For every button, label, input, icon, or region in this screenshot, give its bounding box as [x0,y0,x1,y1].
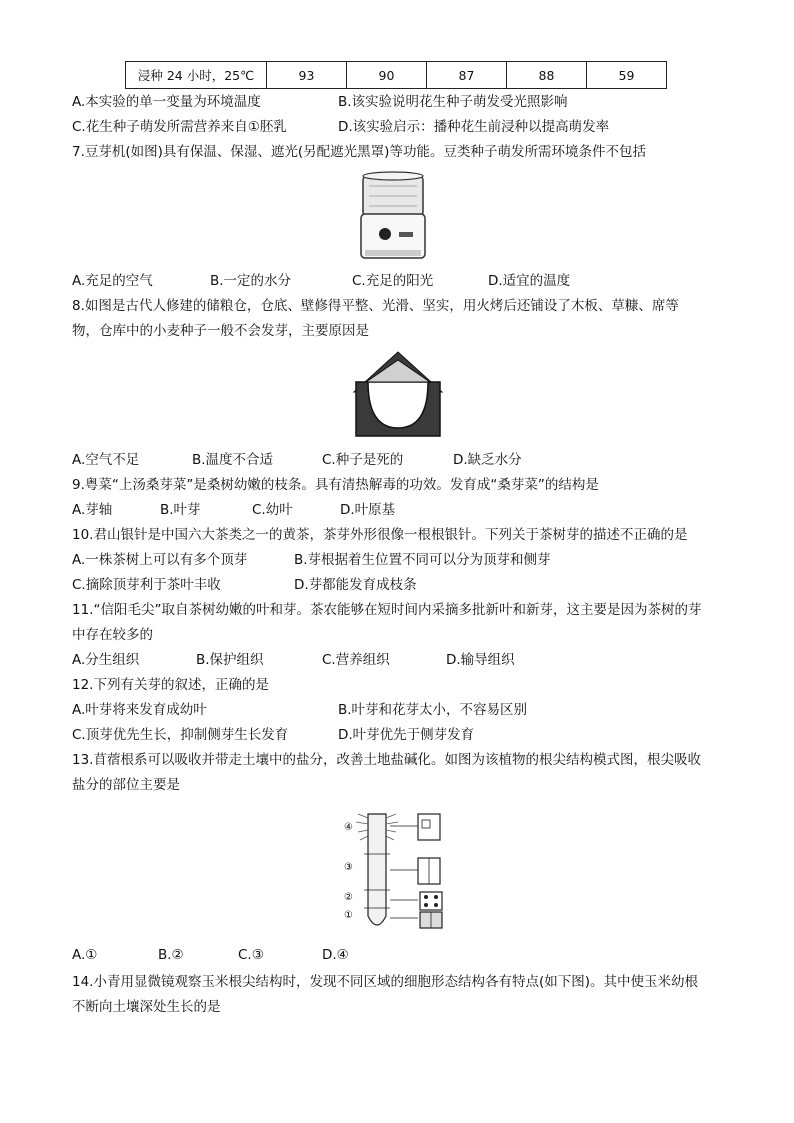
q8-option-a: A.空气不足 [72,452,140,468]
q8-option-c: C.种子是死的 [322,452,404,468]
q6-option-a: A.本实验的单一变量为环境温度 [72,94,261,110]
bean-sprout-machine-figure [355,170,431,262]
q13-option-c: C.③ [238,947,264,963]
condition-cell: 浸种 24 小时，25℃ [126,62,267,89]
q9-option-c: C.幼叶 [252,502,293,518]
q12-option-a: A.叶芽将来发育成幼叶 [72,702,207,718]
q11-stem-line-2: 中存在较多的 [72,627,153,643]
q9-option-a: A.芽轴 [72,502,113,518]
q12-option-b: B.叶芽和花芽太小，不容易区别 [338,702,528,718]
root-label-1: ① [344,910,353,921]
q11-option-b: B.保护组织 [196,652,264,668]
q14-stem-line-1: 14.小青用显微镜观察玉米根尖结构时，发现不同区域的细胞形态结构各有特点(如下图)。其中使玉米幼根 [72,974,699,990]
q11-stem-line-1: 11.“信阳毛尖”取自茶树幼嫩的叶和芽。茶农能够在短时间内采摘多批新叶和新芽，这主要是因为茶树的芽 [72,602,702,618]
q10-option-c: C.摘除顶芽利于茶叶丰收 [72,577,221,593]
q12-option-c: C.顶芽优先生长，抑制侧芽生长发育 [72,727,289,743]
granary-figure [352,348,444,440]
q12-stem: 12.下列有关芽的叙述，正确的是 [72,677,269,693]
q6-option-c: C.花生种子萌发所需营养来自①胚乳 [72,119,287,135]
germination-table [125,61,667,89]
q10-stem: 10.君山银针是中国六大茶类之一的黄茶，茶芽外形很像一根根银针。下列关于茶树芽的描述不正确的是 [72,527,688,543]
value-cell: 59 [587,62,667,89]
q13-option-d: D.④ [322,947,349,963]
q6-option-d: D.该实验启示：播种花生前浸种以提高萌发率 [338,119,610,135]
q8-option-b: B.温度不合适 [192,452,274,468]
q7-option-a: A.充足的空气 [72,273,153,289]
q10-option-a: A.一株茶树上可以有多个顶芽 [72,552,248,568]
q13-stem-line-2: 盐分的部位主要是 [72,777,180,793]
q13-stem-line-1: 13.苜蓿根系可以吸收并带走土壤中的盐分，改善土地盐碱化。如图为该植物的根尖结构模式图，根尖吸收 [72,752,701,768]
root-label-4: ④ [344,822,353,833]
q10-option-d: D.芽都能发育成枝条 [294,577,417,593]
q11-option-a: A.分生组织 [72,652,140,668]
value-cell: 90 [347,62,427,89]
q12-option-d: D.叶芽优先于侧芽发育 [338,727,475,743]
q8-stem-line-2: 物，仓库中的小麦种子一般不会发芽，主要原因是 [72,323,369,339]
q9-option-d: D.叶原基 [340,502,396,518]
q7-stem: 7.豆芽机(如图)具有保温、保湿、遮光(另配遮光黑罩)等功能。豆类种子萌发所需环境条件不包括 [72,144,646,160]
value-cell: 87 [427,62,507,89]
table-row [126,62,667,89]
value-cell: 93 [267,62,347,89]
q9-stem: 9.粤菜“上汤桑芽菜”是桑树幼嫩的枝条。具有清热解毒的功效。发育成“桑芽菜”的结构是 [72,477,599,493]
q7-option-d: D.适宜的温度 [488,273,571,289]
q11-option-c: C.营养组织 [322,652,390,668]
q13-option-a: A.① [72,947,98,963]
q14-stem-line-2: 不断向土壤深处生长的是 [72,999,221,1015]
q9-option-b: B.叶芽 [160,502,201,518]
value-cell: 88 [507,62,587,89]
q10-option-b: B.芽根据着生位置不同可以分为顶芽和侧芽 [294,552,551,568]
q7-option-b: B.一定的水分 [210,273,292,289]
q8-stem-line-1: 8.如图是古代人修建的储粮仓，仓底、壁修得平整、光滑、坚实，用火烤后还铺设了木板、草糠、席等 [72,298,679,314]
q6-option-b: B.该实验说明花生种子萌发受光照影响 [338,94,568,110]
q8-option-d: D.缺乏水分 [453,452,522,468]
root-tip-figure [340,808,452,938]
q11-option-d: D.输导组织 [446,652,515,668]
root-label-2: ② [344,892,353,903]
q13-option-b: B.② [158,947,184,963]
q7-option-c: C.充足的阳光 [352,273,434,289]
root-label-3: ③ [344,862,353,873]
